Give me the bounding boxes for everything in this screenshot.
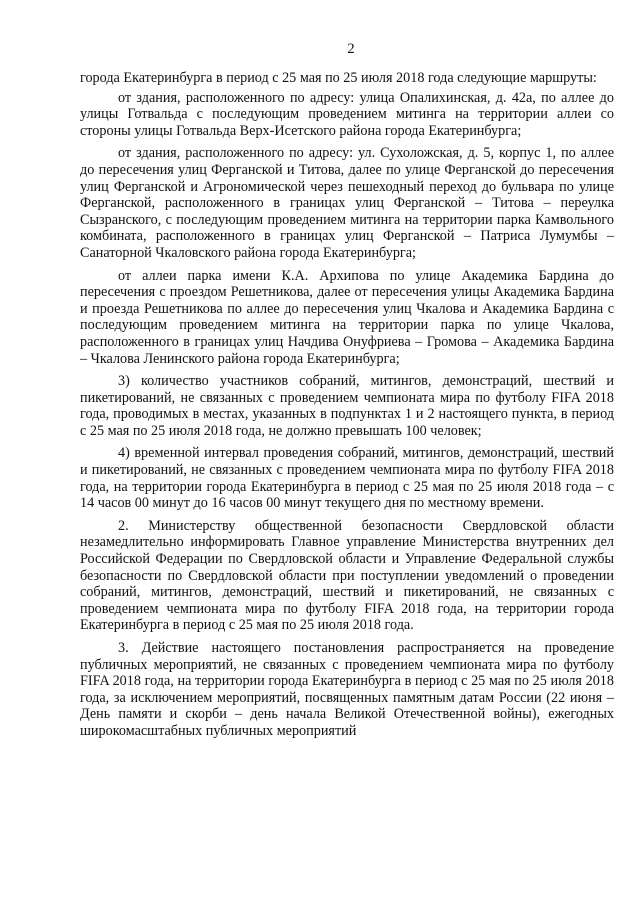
paragraph-route-arkhipov-park: от аллеи парка имени К.А. Архипова по улице Академика Бардина до пересечения с проездом Решетникова, далее от пересечения улицы Академика Бардина и проезда Решетникова по аллее до пересечения улиц Чкалова и Академика Бардина с последующим проведением митинга на территории парка по улице Чкалова, расположенного в границах улиц Начдива Онуфриева – Громова – Академика Бардина – Чкалова Ленинского района города Екатеринбурга;	[80, 267, 614, 367]
paragraph-section-3-scope: 3. Действие настоящего постановления распространяется на проведение публичных мероприятий, не связанных с проведением чемпионата мира по футболу FIFA 2018 года, на территории города Екатеринбурга в период с 25 мая по 25 июля 2018 года, за исключением мероприятий, посвященных памятным датам России (22 июня – День памяти и скорби – день начала Великой Отечественной войны), ежегодных широкомасштабных публичных мероприятий	[80, 640, 614, 739]
paragraph-route-sukholozhskaya: от здания, расположенного по адресу: ул. Сухоложская, д. 5, корпус 1, по аллее до пересечения улиц Ферганской и Титова, далее по улице Ферганской до пересечения улиц Ферганской и Агрономической через пешеходный переход до бульвара по улице Ферганской, расположенного в границах улиц Ферганской – Титова – переулка Сызранского, с последующим проведением митинга на территории парка Камвольного комбината, расположенного в границах улиц Ферганской – Патриса Лумумбы – Санаторной Чкаловского района города Екатеринбурга;	[80, 145, 614, 261]
paragraph-item-4-time-interval: 4) временной интервал проведения собраний, митингов, демонстраций, шествий и пикетирований, не связанных с проведением чемпионата мира по футболу FIFA 2018 года, на территории города Екатеринбурга в период с 25 мая по 25 июля 2018 года – с 14 часов 00 минут до 16 часов 00 минут текущего дня по местному времени.	[80, 445, 614, 512]
paragraph-section-2-ministry: 2. Министерству общественной безопасности Свердловской области незамедлительно информировать Главное управление Министерства внутренних дел Российской Федерации по Свердловской области и Управление Федеральной службы безопасности по Свердловской области при поступлении уведомлений о проведении собраний, митингов, демонстраций, шествий и пикетирований, не связанных с проведением чемпионата мира по футболу FIFA 2018 года, на территории города Екатеринбурга в период с 25 мая по 25 июля 2018 года.	[80, 517, 614, 634]
document-body	[80, 70, 614, 740]
page-number: 2	[347, 41, 355, 57]
paragraph-routes-intro: города Екатеринбурга в период с 25 мая по 25 июля 2018 года следующие маршруты:	[80, 70, 597, 86]
paragraph-route-opalikhinskaya: от здания, расположенного по адресу: улица Опалихинская, д. 42а, по аллее до улицы Готвальда с последующим проведением митинга на территории аллеи со стороны улицы Готвальда Верх-Исетского района города Екатеринбурга;	[80, 89, 614, 139]
paragraph-item-3-participants: 3) количество участников собраний, митингов, демонстраций, шествий и пикетирований, не связанных с проведением чемпионата мира по футболу FIFA 2018 года, проводимых в местах, указанных в подпунктах 1 и 2 настоящего пункта, в период с 25 мая по 25 июля 2018 года, не должно превышать 100 человек;	[80, 373, 614, 439]
